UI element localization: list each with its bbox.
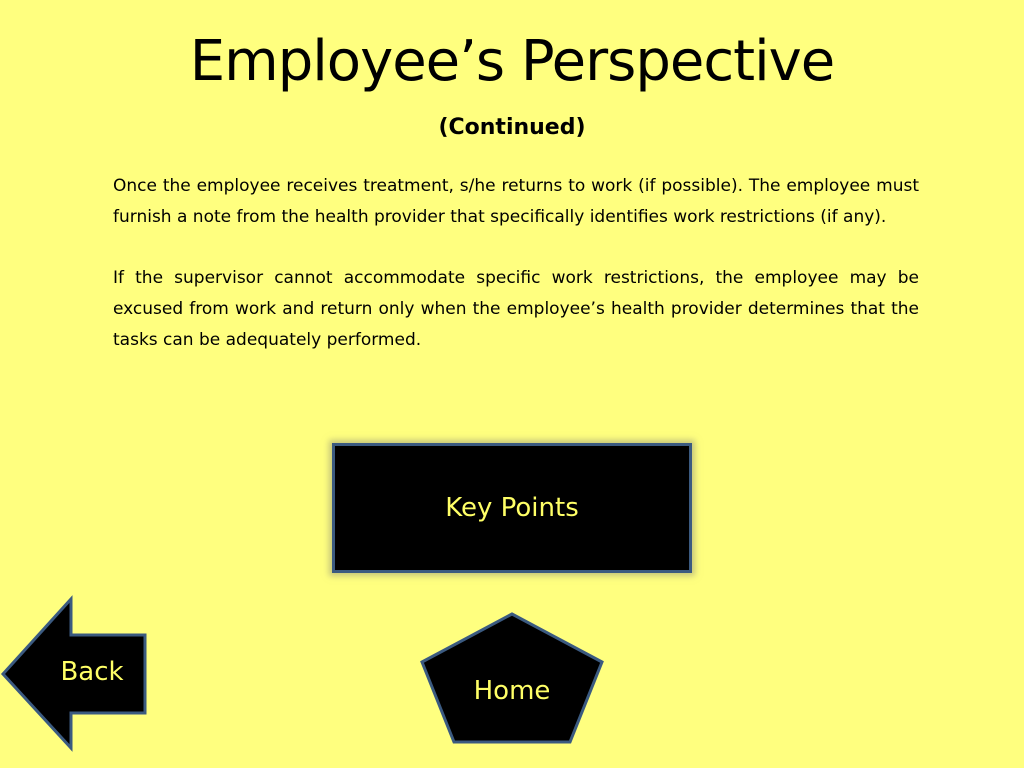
paragraph-accommodation: If the supervisor cannot accommodate specific work restrictions, the employee may be excused from work and return only when the employee’s health provider determines that the tasks can be adequately performed. <box>113 268 919 350</box>
slide-title: Employee’s Perspective <box>189 29 835 94</box>
key-points-label: Key Points <box>445 493 579 523</box>
home-label: Home <box>473 676 551 706</box>
paragraph-treatment: Once the employee receives treatment, s/he returns to work (if possible). The employee must furnish a note from the health provider that specifically identifies work restrictions (if any). <box>113 176 919 227</box>
back-button[interactable] <box>0 596 150 752</box>
key-points-button[interactable] <box>332 443 692 573</box>
slide-subtitle: (Continued) <box>438 115 586 140</box>
home-button[interactable] <box>420 612 604 744</box>
slide-body <box>113 171 919 386</box>
back-label: Back <box>60 657 124 687</box>
